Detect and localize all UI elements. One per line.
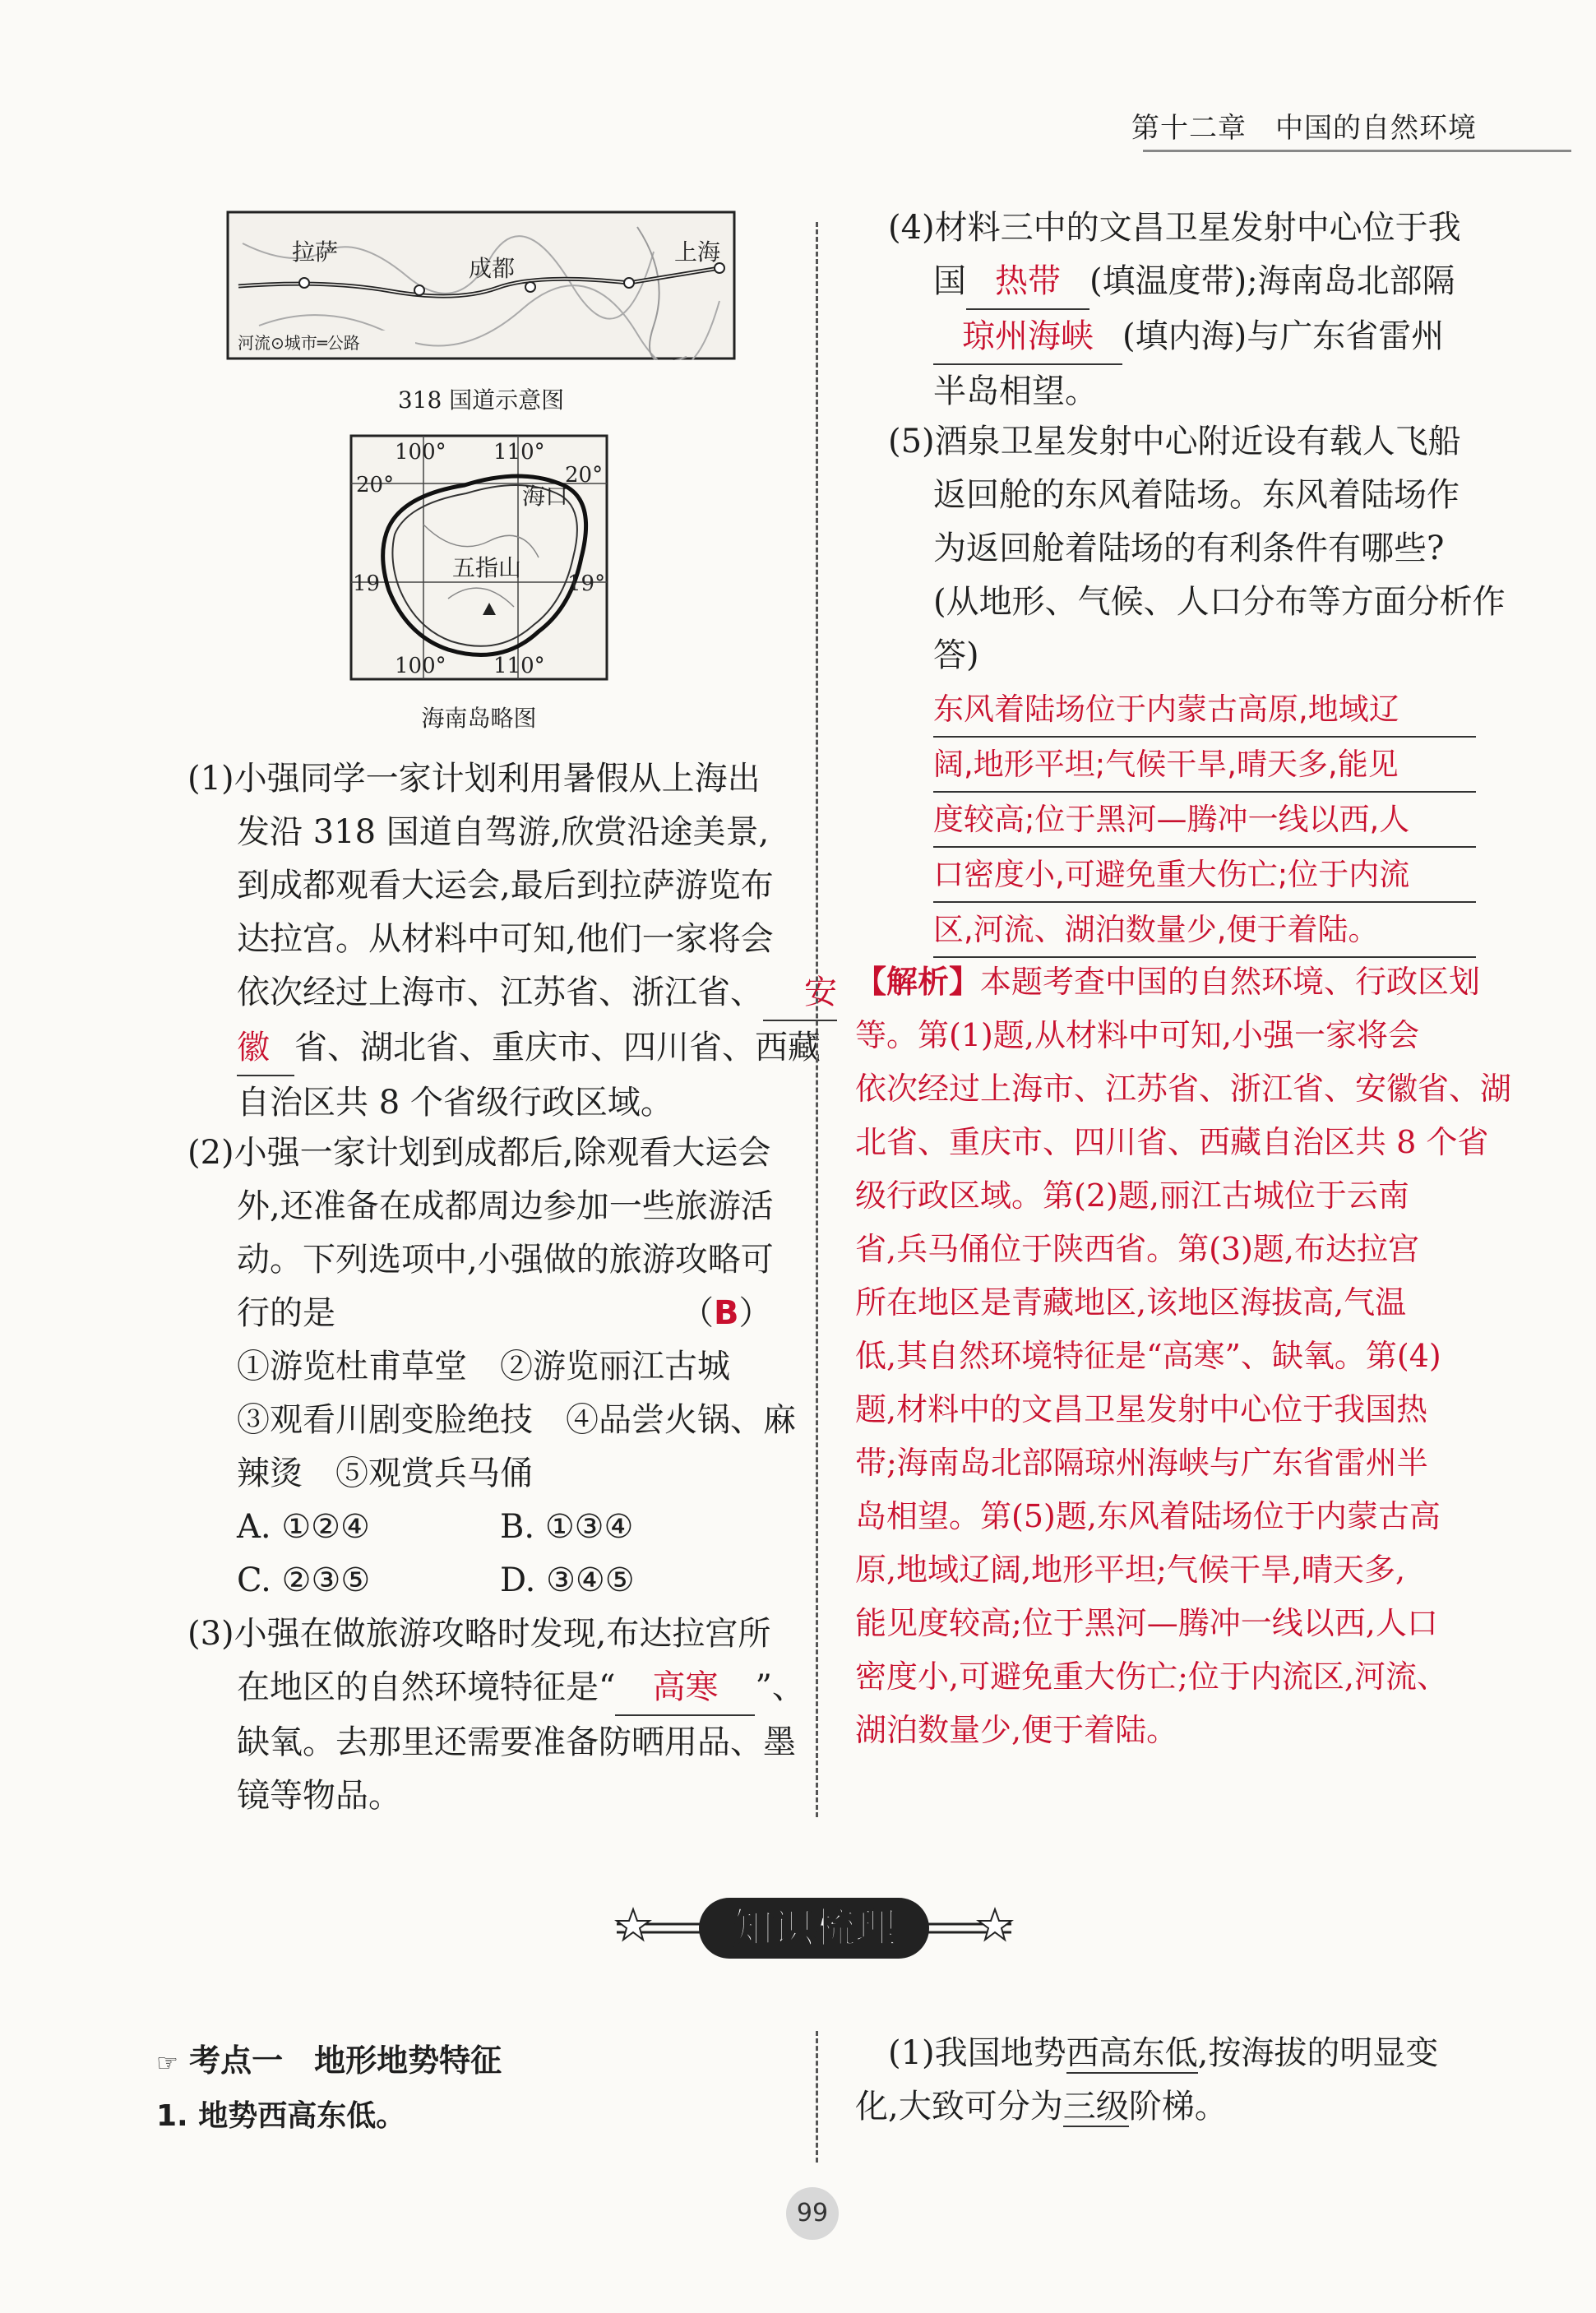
q5-answer-line: 阔,地形平坦;气候干旱,晴天多,能见 — [933, 738, 1476, 793]
q2-line: 行的是 — [237, 1294, 335, 1332]
question-4 — [888, 201, 1472, 419]
terrain-text: 阶梯。 — [1128, 2088, 1228, 2126]
q2-line: (2)小强一家计划到成都后,除观看大运会 — [187, 1134, 771, 1172]
analysis-line: 本题考查中国的自然环境、行政区划 — [980, 964, 1481, 1000]
q1-line: 到成都观看大运会,最后到拉萨游览布 — [237, 867, 774, 904]
q2-paren-open: （ — [681, 1294, 714, 1332]
lat-19-right: 19° — [567, 571, 606, 596]
q3-line: ”、 — [755, 1668, 805, 1706]
column-divider-bottom — [816, 2031, 818, 2163]
analysis-tag: 【解析】 — [855, 964, 981, 1000]
analysis-line: 岛相望。第(5)题,东风着陆场位于内蒙古高 — [855, 1498, 1441, 1534]
q4-line: (4)材料三中的文昌卫星发射中心位于我 — [888, 209, 1461, 247]
q4-line: 国 — [933, 262, 966, 300]
road-map-caption: 318 国道示意图 — [397, 386, 565, 414]
q5-line: 答) — [933, 636, 979, 674]
analysis-line: 低,其自然环境特征是“高寒”、缺氧。第(4) — [855, 1338, 1441, 1374]
q2-option-b: B. ①③④ — [500, 1508, 634, 1546]
analysis-line: 题,材料中的文昌卫星发射中心位于我国热 — [855, 1391, 1428, 1427]
q2-item: 辣烫 ⑤观赏兵马俑 — [237, 1455, 533, 1492]
analysis-line: 北省、重庆市、四川省、西藏自治区共 8 个省 — [855, 1124, 1489, 1160]
analysis-line: 级行政区域。第(2)题,丽江古城位于云南 — [855, 1177, 1409, 1214]
star-icon — [978, 1909, 1011, 1940]
city-lhasa: 拉萨 — [292, 238, 339, 266]
column-divider — [816, 222, 818, 1817]
q5-line: (从地形、气候、人口分布等方面分析作 — [933, 583, 1506, 621]
analysis-line: 所在地区是青藏地区,该地区海拔高,气温 — [855, 1284, 1407, 1321]
page-number: 99 — [786, 2187, 839, 2240]
q3-line: 在地区的自然环境特征是“ — [237, 1668, 616, 1706]
city-shanghai: 上海 — [674, 238, 721, 266]
analysis-line: 省,兵马俑位于陕西省。第(3)题,布达拉宫 — [855, 1231, 1419, 1267]
q1-answer-part-b: 徽 — [237, 1021, 294, 1076]
q5-answer-line: 度较高;位于黑河—腾冲一线以西,人 — [933, 793, 1476, 848]
terrain-text: (1)我国地势 — [888, 2034, 1066, 2072]
q1-answer-part-a: 安 — [763, 966, 837, 1021]
q2-item: ③观看川剧变脸绝技 ④品尝火锅、麻 — [237, 1401, 796, 1439]
question-1 — [187, 752, 837, 1130]
place-wuzhishan: 五指山 — [452, 554, 522, 581]
q5-answer-line: 口密度小,可避免重大伤亡;位于内流 — [933, 848, 1476, 903]
q2-answer: B — [714, 1294, 739, 1332]
map-legend: 河流⊙城市═公路 — [238, 333, 360, 353]
q3-line: (3)小强在做旅游攻略时发现,布达拉宫所 — [187, 1615, 771, 1653]
place-haikou: 海口 — [522, 483, 569, 510]
question-3 — [187, 1608, 805, 1823]
q1-line: 省、湖北省、重庆市、四川省、西藏 — [294, 1029, 821, 1066]
analysis-line: 带;海南岛北部隔琼州海峡与广东省雷州半 — [855, 1445, 1428, 1481]
q1-line: 自治区共 8 个省级行政区域。 — [237, 1084, 673, 1122]
q5-answer-line: 区,河流、湖泊数量少,便于着陆。 — [933, 903, 1476, 958]
q4-answer-2: 琼州海峡 — [933, 310, 1122, 365]
q2-option-c: C. ②③⑤ — [237, 1561, 371, 1599]
q2-item: ①游览杜甫草堂 ②游览丽江古城 — [237, 1348, 730, 1385]
hainan-map — [349, 434, 608, 681]
q2-paren-close: ） — [738, 1294, 772, 1332]
lon-100-bottom: 100° — [395, 654, 446, 678]
analysis-block — [855, 955, 1512, 1757]
q5-answer-line: 东风着陆场位于内蒙古高原,地域辽 — [933, 682, 1476, 738]
terrain-text: 化,大致可分为 — [855, 2088, 1063, 2126]
terrain-keyword-1: 西高东低 — [1066, 2034, 1198, 2072]
q2-line: 动。下列选项中,小强做的旅游攻略可 — [237, 1241, 774, 1279]
q2-option-d: D. ③④⑤ — [500, 1561, 635, 1599]
q5-line: 为返回舱着陆场的有利条件有哪些? — [933, 530, 1445, 567]
q4-line: (填温度带);海南岛北部隔 — [1089, 262, 1455, 300]
terrain-paragraph — [855, 2027, 1488, 2134]
q3-line: 缺氧。去那里还需要准备防晒用品、墨 — [237, 1723, 796, 1761]
q4-line: (填内海)与广东省雷州 — [1122, 317, 1445, 355]
q3-answer: 高寒 — [615, 1661, 755, 1716]
q4-line: 半岛相望。 — [933, 372, 1098, 410]
chapter-header: 第十二章 中国的自然环境 — [1131, 112, 1477, 145]
analysis-line: 能见度较高;位于黑河—腾冲一线以西,人口 — [855, 1605, 1438, 1641]
q5-line: (5)酒泉卫星发射中心附近设有载人飞船 — [888, 423, 1461, 460]
city-chengdu: 成都 — [469, 255, 516, 282]
question-5 — [888, 415, 1506, 958]
lon-110-bottom: 110° — [493, 654, 545, 678]
q2-line: 外,还准备在成都周边参加一些旅游活 — [237, 1187, 774, 1225]
q2-option-a: A. ①②④ — [237, 1508, 370, 1546]
q1-line: 依次经过上海市、江苏省、浙江省、 — [237, 974, 763, 1011]
q3-line: 镜等物品。 — [237, 1777, 401, 1815]
analysis-line: 密度小,可避免重大伤亡;位于内流区,河流、 — [855, 1658, 1448, 1695]
q1-line: (1)小强同学一家计划利用暑假从上海出 — [187, 760, 761, 798]
q1-line: 达拉宫。从材料中可知,他们一家将会 — [237, 920, 774, 958]
pointing-hand-icon: ☞ — [156, 2049, 178, 2078]
banner-title: 知识梳理 — [732, 1904, 896, 1952]
lon-110-top: 110° — [493, 440, 545, 465]
analysis-line: 湖泊数量少,便于着陆。 — [855, 1712, 1178, 1748]
star-icon — [617, 1909, 650, 1940]
section-title-text: 考点一 地形地势特征 — [189, 2042, 502, 2079]
q1-line: 发沿 318 国道自驾游,欣赏沿途美景, — [237, 813, 770, 851]
header-rule — [1143, 150, 1571, 152]
analysis-line: 依次经过上海市、江苏省、浙江省、安徽省、湖 — [855, 1071, 1512, 1107]
lon-100-top: 100° — [395, 440, 446, 465]
question-2 — [187, 1126, 796, 1608]
hainan-map-caption: 海南岛略图 — [421, 705, 537, 732]
lat-19-left: 19 — [353, 571, 381, 596]
analysis-line: 原,地域辽阔,地形平坦;气候干旱,晴天多, — [855, 1552, 1406, 1588]
terrain-text: ,按海拔的明显变 — [1197, 2034, 1439, 2072]
road-318-map — [226, 210, 736, 360]
lat-20-left: 20° — [356, 473, 395, 497]
lat-20-right: 20° — [565, 463, 604, 488]
knowledge-banner — [608, 1891, 1020, 1965]
section-title — [156, 2035, 502, 2080]
q4-answer-1: 热带 — [966, 255, 1089, 310]
analysis-line: 等。第(1)题,从材料中可知,小强一家将会 — [855, 1017, 1419, 1053]
subsection-title: 1. 地势西高东低。 — [156, 2099, 406, 2133]
q5-line: 返回舱的东风着陆场。东风着陆场作 — [933, 476, 1460, 514]
terrain-keyword-2: 三级 — [1062, 2088, 1129, 2126]
